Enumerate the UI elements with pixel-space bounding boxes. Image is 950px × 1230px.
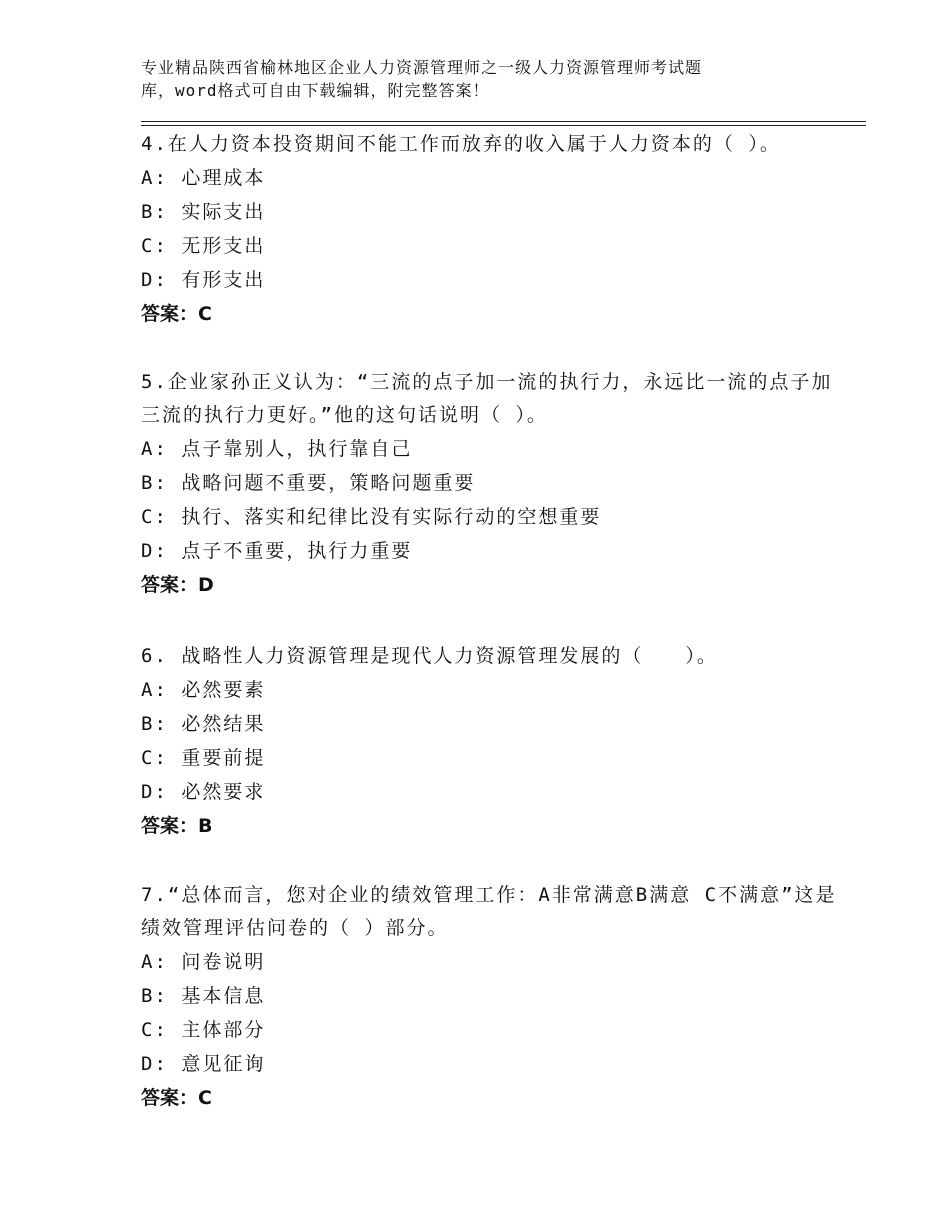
question-7 [141, 879, 841, 1115]
question-4 [141, 128, 841, 331]
answer: 答案：C [141, 1087, 212, 1109]
option-b: B: 必然结果 [141, 713, 266, 735]
option-c: C: 无形支出 [141, 235, 266, 257]
option-b: B: 实际支出 [141, 201, 266, 223]
question-5 [141, 366, 841, 602]
header-line-1: 专业精品陕西省榆林地区企业人力资源管理师之一级人力资源管理师考试题 [141, 58, 703, 77]
answer: 答案：B [141, 815, 213, 837]
option-c: C: 执行、落实和纪律比没有实际行动的空想重要 [141, 506, 602, 528]
question-stem: 4.在人力资本投资期间不能工作而放弃的收入属于人力资本的（ ）。 [141, 133, 781, 155]
question-stem: 5.企业家孙正义认为：“三流的点子加一流的执行力，永远比一流的点子加三流的执行力更好。”他的这句话说明（ ）。 [141, 371, 833, 426]
question-6 [141, 640, 841, 843]
document-header [141, 56, 841, 102]
option-b: B: 基本信息 [141, 985, 266, 1007]
option-b: B: 战略问题不重要，策略问题重要 [141, 472, 476, 494]
option-d: D: 点子不重要，执行力重要 [141, 540, 413, 562]
answer: 答案：C [141, 303, 212, 325]
question-stem: 6. 战略性人力资源管理是现代人力资源管理发展的（ ）。 [141, 645, 718, 667]
answer: 答案：D [141, 574, 214, 596]
header-line-2: 库，word格式可自由下载编辑，附完整答案！ [141, 81, 490, 100]
question-stem: 7.“总体而言，您对企业的绩效管理工作：A非常满意B满意 C不满意”这是绩效管理评估问卷的（ ）部分。 [141, 884, 837, 939]
option-a: A: 心理成本 [141, 167, 266, 189]
option-d: D: 必然要求 [141, 781, 266, 803]
option-c: C: 主体部分 [141, 1019, 266, 1041]
option-a: A: 必然要素 [141, 679, 266, 701]
option-d: D: 有形支出 [141, 269, 266, 291]
header-divider [141, 121, 866, 126]
option-d: D: 意见征询 [141, 1053, 266, 1075]
option-a: A: 问卷说明 [141, 951, 266, 973]
option-c: C: 重要前提 [141, 747, 266, 769]
option-a: A: 点子靠别人，执行靠自己 [141, 438, 413, 460]
